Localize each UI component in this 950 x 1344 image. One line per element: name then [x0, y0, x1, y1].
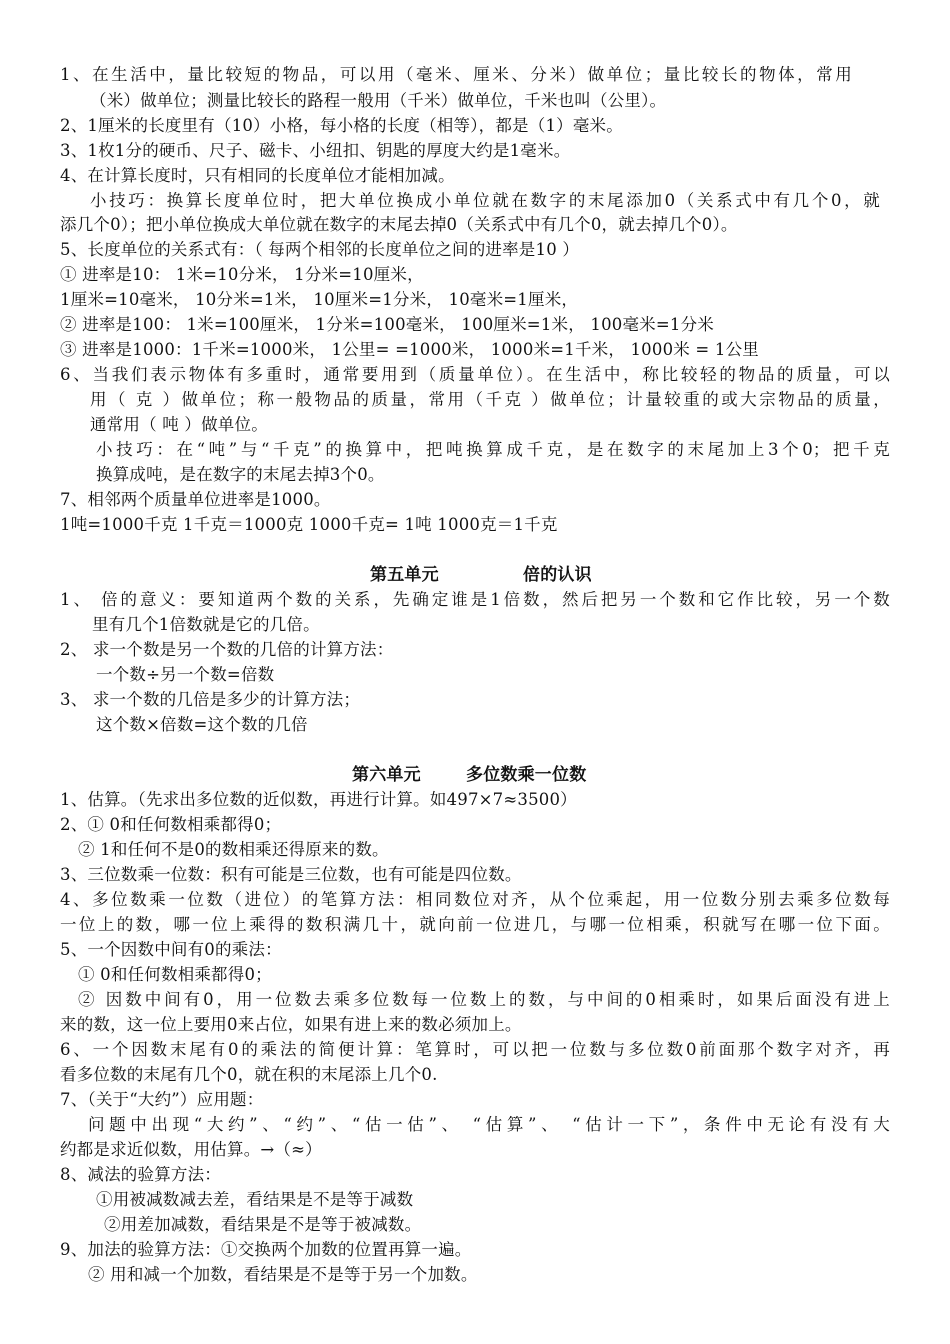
text-line: 3、 求一个数的几倍是多少的计算方法；: [60, 690, 361, 709]
text-line: 小技巧：换算长度单位时，把大单位换成小单位就在数字的末尾添加0（关系式中有几个0，就: [90, 191, 880, 210]
text-line: （米）做单位；测量比较长的路程一般用（千米）做单位，千米也叫（公里）。: [90, 91, 667, 110]
text-line: 5、长度单位的关系式有：（ 每两个相邻的长度单位之间的进率是10 ）: [60, 240, 580, 259]
text-line: 7、相邻两个质量单位进率是1000。: [60, 490, 331, 509]
text-line: ① 0和任何数相乘都得0；: [78, 965, 272, 984]
text-line: ② 用和减一个加数，看结果是不是等于另一个加数。: [88, 1265, 478, 1284]
unit6-title-name: 多位数乘一位数: [466, 765, 587, 785]
text-line: 一位上的数，哪一位上乘得的数积满几十，就向前一位进几，与哪一位相乘，积就写在哪一位下面。: [60, 915, 890, 934]
text-line: 里有几个1倍数就是它的几倍。: [92, 615, 320, 634]
text-line: 2、① 0和任何数相乘都得0；: [60, 815, 282, 834]
text-line: ② 因数中间有0，用一位数去乘多位数每一位数上的数，与中间的0相乘时，如果后面没有进上: [78, 990, 890, 1009]
text-line: 1、估算。（先求出多位数的近似数，再进行计算。如497×7≈3500）: [60, 790, 577, 809]
text-line: 2、1厘米的长度里有（10）小格，每小格的长度（相等），都是（1）毫米。: [60, 116, 623, 135]
text-line: 1、 倍的意义：要知道两个数的关系，先确定谁是1倍数，然后把另一个数和它作比较，另一个数: [60, 590, 890, 609]
text-line: 7、（关于“大约”）应用题：: [60, 1090, 264, 1109]
text-line: 看多位数的末尾有几个0，就在积的末尾添上几个0.: [60, 1065, 438, 1084]
text-line: ②用差加减数，看结果是不是等于被减数。: [104, 1215, 422, 1234]
text-line: 3、三位数乘一位数：积有可能是三位数，也有可能是四位数。: [60, 865, 522, 884]
text-line: 问题中出现“大约”、“约”、“估一估”、 “估算”、 “估计一下”，条件中无论有没有大: [88, 1115, 890, 1134]
text-line: 小技巧：在“吨”与“千克”的换算中，把吨换算成千克，是在数字的末尾加上3个0；把千克: [96, 440, 890, 459]
text-line: 约都是求近似数，用估算。→（≈）: [60, 1140, 322, 1159]
text-line: 用（ 克 ）做单位；称一般物品的质量，常用（千克 ）做单位；计量较重的或大宗物品的质量，: [90, 390, 890, 409]
text-line: 1厘米=10毫米， 10分米=1米， 10厘米=1分米， 10毫米=1厘米，: [60, 290, 579, 309]
text-line: 2、 求一个数是另一个数的几倍的计算方法：: [60, 640, 394, 659]
text-line: 5、一个因数中间有0的乘法：: [60, 940, 282, 959]
unit5-title-name: 倍的认识: [523, 565, 592, 585]
text-line: 1吨=1000千克 1千克＝1000克 1000千克= 1吨 1000克＝1千克: [60, 515, 558, 534]
text-line: 3、1枚1分的硬币、尺子、磁卡、小纽扣、钥匙的厚度大约是1毫米。: [60, 141, 571, 160]
text-line: 这个数×倍数=这个数的几倍: [96, 715, 308, 734]
text-line: 1、在生活中，量比较短的物品，可以用（毫米、厘米、分米）做单位；量比较长的物体，常用: [60, 65, 852, 84]
text-line: 添几个0）；把小单位换成大单位就在数字的末尾去掉0（关系式中有几个0，就去掉几个0）。: [60, 215, 738, 234]
unit5-title-number: 第五单元: [370, 565, 439, 585]
text-line: 4、多位数乘一位数（进位）的笔算方法：相同数位对齐，从个位乘起，用一位数分别去乘多位数每: [60, 890, 890, 909]
text-line: 换算成吨，是在数字的末尾去掉3个0。: [96, 465, 385, 484]
text-line: ③ 进率是1000：1千米=1000米， 1公里= =1000米， 1000米=1千米， 1000米 = 1公里: [60, 340, 759, 359]
text-line: 4、在计算长度时，只有相同的长度单位才能相加减。: [60, 166, 455, 185]
text-line: ② 进率是100： 1米=100厘米， 1分米=100毫米， 100厘米=1米， 100毫米=1分米: [60, 315, 714, 334]
text-line: 来的数，这一位上要用0来占位，如果有进上来的数必须加上。: [60, 1015, 522, 1034]
text-line: 9、加法的验算方法：①交换两个加数的位置再算一遍。: [60, 1240, 472, 1259]
text-line: ①用被减数减去差，看结果是不是等于减数: [96, 1190, 414, 1209]
text-line: 6、当我们表示物体有多重时，通常要用到（质量单位）。在生活中，称比较轻的物品的质量，可以: [60, 365, 890, 384]
text-line: 一个数÷另一个数=倍数: [96, 665, 275, 684]
unit6-title-number: 第六单元: [352, 765, 421, 785]
text-line: 通常用（ 吨 ）做单位。: [90, 415, 268, 434]
text-line: 6、一个因数末尾有0的乘法的简便计算：笔算时，可以把一位数与多位数0前面那个数字对齐，再: [60, 1040, 890, 1059]
text-line: ① 进率是10： 1米=10分米， 1分米=10厘米，: [60, 265, 424, 284]
text-line: 8、减法的验算方法：: [60, 1165, 221, 1184]
text-line: ② 1和任何不是0的数相乘还得原来的数。: [78, 840, 389, 859]
